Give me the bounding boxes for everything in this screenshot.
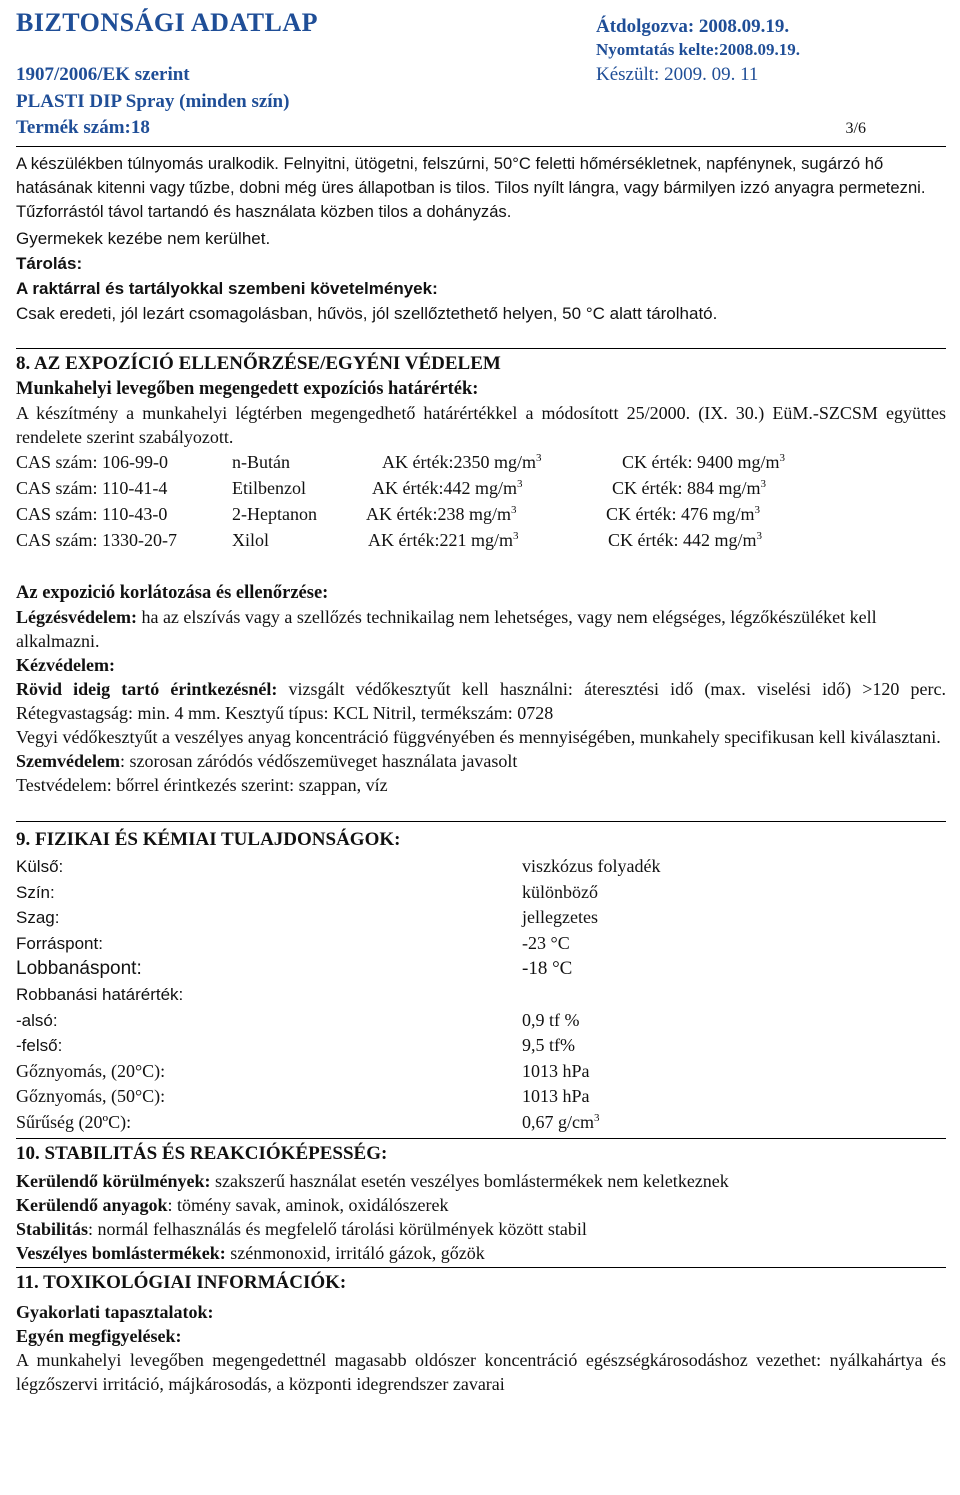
section-11-title: 11. TOXIKOLÓGIAI INFORMÁCIÓK: (16, 1271, 347, 1293)
section-9-title: 9. FIZIKAI ÉS KÉMIAI TULAJDONSÁGOK: (16, 829, 401, 850)
handling-paragraph: A készülékben túlnyomás uralkodik. Felnyitni, ütögetni, felszúrni, 50°C feletti hőmérsékletnek, napfénynek, sugárzó hő hatásának kitenni vagy tűzbe, dobni még üres állapotban is tilos. Tilos nyílt lángra, vagy bármilyen izzó anyagra permetezni. Tűzforrástól távol tartandó és használata közben tilos a dohányzás. (16, 154, 926, 221)
section-8-title: 8. AZ EXPOZÍCIÓ ELLENŐRZÉSE/EGYÉNI VÉDELEM (16, 353, 501, 374)
cas-row (16, 475, 946, 501)
short-contact-text: Rövid ideig tartó érintkezésnél: vizsgált védőkesztyűt kell használni: áteresztési idő (max. viselési idő) >120 perc. Rétegvastagság: min. 4 mm. Kesztyű típus: KCL Nitril, termékszám: 0728 (16, 679, 947, 723)
cas-row (16, 449, 946, 475)
page-number: 3/6 (845, 120, 866, 137)
section-11 (16, 1270, 946, 1396)
eye-protection: Szemvédelem: szorosan záródós védőszemüveget használata javasolt (16, 751, 518, 771)
property-label: Lobbanáspont: (16, 958, 142, 980)
substance-name: Xilol (232, 530, 270, 550)
property-value: 1013 hPa (522, 1060, 590, 1081)
conditions-to-avoid: Kerülendő körülmények: szakszerű használat esetén veszélyes bomlástermékek nem keletkeznek (16, 1170, 729, 1191)
practical-experience-title: Gyakorlati tapasztalatok: (16, 1301, 214, 1322)
product-number: Termék szám:18 (16, 117, 150, 138)
storage-title: Tárolás: (16, 254, 83, 273)
ck-value: CK érték: 442 $mg/m^3$ (608, 530, 762, 550)
section-9-rule (16, 821, 946, 822)
property-value: 1013 hPa (522, 1086, 590, 1107)
stability: Stabilitás: normál felhasználás és megfelelő tárolási körülmények között stabil (16, 1218, 587, 1239)
section-10-rule (16, 1138, 946, 1139)
ak-value: AK érték:442 $mg/m^3$ (372, 478, 523, 498)
children-warning: Gyermekek kezébe nem kerülhet. (16, 229, 271, 248)
property-label: Szín: (16, 882, 55, 902)
section-8-rule (16, 348, 946, 349)
cas-number: CAS szám: 110-41-4 (16, 478, 168, 498)
ak-value: AK érték:238 $mg/m^3$ (366, 504, 517, 524)
property-label: Külső: (16, 857, 64, 876)
property-label: Robbanási határérték: (16, 984, 184, 1004)
document-header (16, 0, 946, 148)
storage-subtitle: A raktárral és tartályokkal szembeni követelmények: (16, 279, 438, 298)
exposure-limit-title: Munkahelyi levegőben megengedett expozíciós határérték: (16, 379, 479, 399)
printed-date: Nyomtatás kelte:2008.09.19. (596, 40, 800, 59)
materials-to-avoid: Kerülendő anyagok: tömény savak, aminok, oxidálószerek (16, 1194, 449, 1215)
property-value (522, 982, 822, 1008)
section-10-title: 10. STABILITÁS ÉS REAKCIÓKÉPESSÉG: (16, 1142, 388, 1164)
respiratory-protection: Légzésvédelem: ha az elszívás vagy a szellőzés technikailag nem lehetséges, vagy nem elégséges, légzőkészüléket kell alkalmazni. (16, 607, 877, 651)
property-value: viszkózus folyadék (522, 856, 661, 876)
ck-value: CK érték: 884 $mg/m^3$ (612, 478, 766, 498)
ck-value: CK érték: 476 $mg/m^3$ (606, 504, 760, 524)
property-value: -23 °C (522, 932, 570, 953)
property-value: 9,5 tf% (522, 1035, 575, 1056)
property-label: -alsó: (16, 1010, 58, 1030)
substance-name: 2-Heptanon (232, 504, 317, 524)
section-11-rule (16, 1267, 946, 1268)
properties-table (16, 854, 946, 1136)
ak-value: AK érték:221 $mg/m^3$ (368, 530, 519, 550)
document-page (16, 0, 946, 1396)
regulation-label: 1907/2006/EK szerint (16, 64, 190, 85)
toxicology-text: A munkahelyi levegőben megengedettnél magasabb oldószer koncentráció egészségkárosodáshoz vezethet: nyálkahártya és légzőszervi irritáció, májkárosodás, a központi idegrendszer zavarai (16, 1349, 946, 1394)
ck-value: CK érték: 9400 $mg/m^3$ (622, 452, 785, 472)
revised-date: Átdolgozva: 2008.09.19. (596, 16, 790, 37)
property-label: Gőznyomás, (50°C): (16, 1086, 166, 1107)
cas-table (16, 449, 946, 553)
cas-number: CAS szám: 106-99-0 (16, 452, 168, 472)
product-name: PLASTI DIP Spray (minden szín) (16, 91, 290, 112)
section-9 (16, 826, 946, 1136)
property-label: Gőznyomás, (20°C): (16, 1060, 166, 1081)
cas-row (16, 527, 946, 553)
cas-number: CAS szám: 110-43-0 (16, 504, 168, 524)
section-10 (16, 1141, 946, 1265)
property-value: 0,67 $g/cm^3$ (522, 1111, 600, 1132)
chemical-gloves-text: Vegyi védőkesztyűt a veszélyes anyag koncentráció függvényében és mennyiségében, munkahely specifikusan kell kiválasztani. (16, 727, 941, 747)
property-value: különböző (522, 881, 598, 902)
property-label: Forráspont: (16, 933, 103, 953)
section-8 (16, 351, 946, 797)
body-protection: Testvédelem: bőrrel érintkezés szerint: szappan, víz (16, 775, 388, 795)
exposure-limit-text: A készítmény a munkahelyi légtérben megengedhető határértékkel a módosított 25/2000. (IX. 30.) EüM.-SZCSM együttes rendelete szerint szabályozott. (16, 403, 946, 447)
hand-protection-title: Kézvédelem: (16, 655, 115, 675)
property-label: Sűrűség (20ºC): (16, 1111, 132, 1132)
substance-name: Etilbenzol (232, 478, 306, 498)
property-value: -18 °C (522, 958, 573, 980)
header-rule (16, 146, 946, 147)
section-7-continued (16, 152, 946, 326)
property-value: jellegzetes (522, 907, 598, 928)
hazardous-decomposition: Veszélyes bomlástermékek: szénmonoxid, irritáló gázok, gőzök (16, 1242, 485, 1263)
exposure-control-title: Az expozició korlátozása és ellenőrzése: (16, 583, 329, 603)
cas-number: CAS szám: 1330-20-7 (16, 530, 177, 550)
property-label: Szag: (16, 908, 60, 928)
storage-text: Csak eredeti, jól lezárt csomagolásban, hűvös, jól szellőztethető helyen, 50 °C alatt tárolható. (16, 304, 718, 323)
document-title: BIZTONSÁGI ADATLAP (16, 8, 319, 37)
ak-value: AK érték:2350 $mg/m^3$ (382, 452, 542, 472)
cas-row (16, 501, 946, 527)
created-date: Készült: 2009. 09. 11 (596, 64, 759, 85)
property-value: 0,9 tf % (522, 1009, 580, 1030)
substance-name: n-Bután (232, 452, 290, 472)
individual-observations-title: Egyén megfigyelések: (16, 1325, 182, 1346)
property-label: -felső: (16, 1036, 63, 1056)
